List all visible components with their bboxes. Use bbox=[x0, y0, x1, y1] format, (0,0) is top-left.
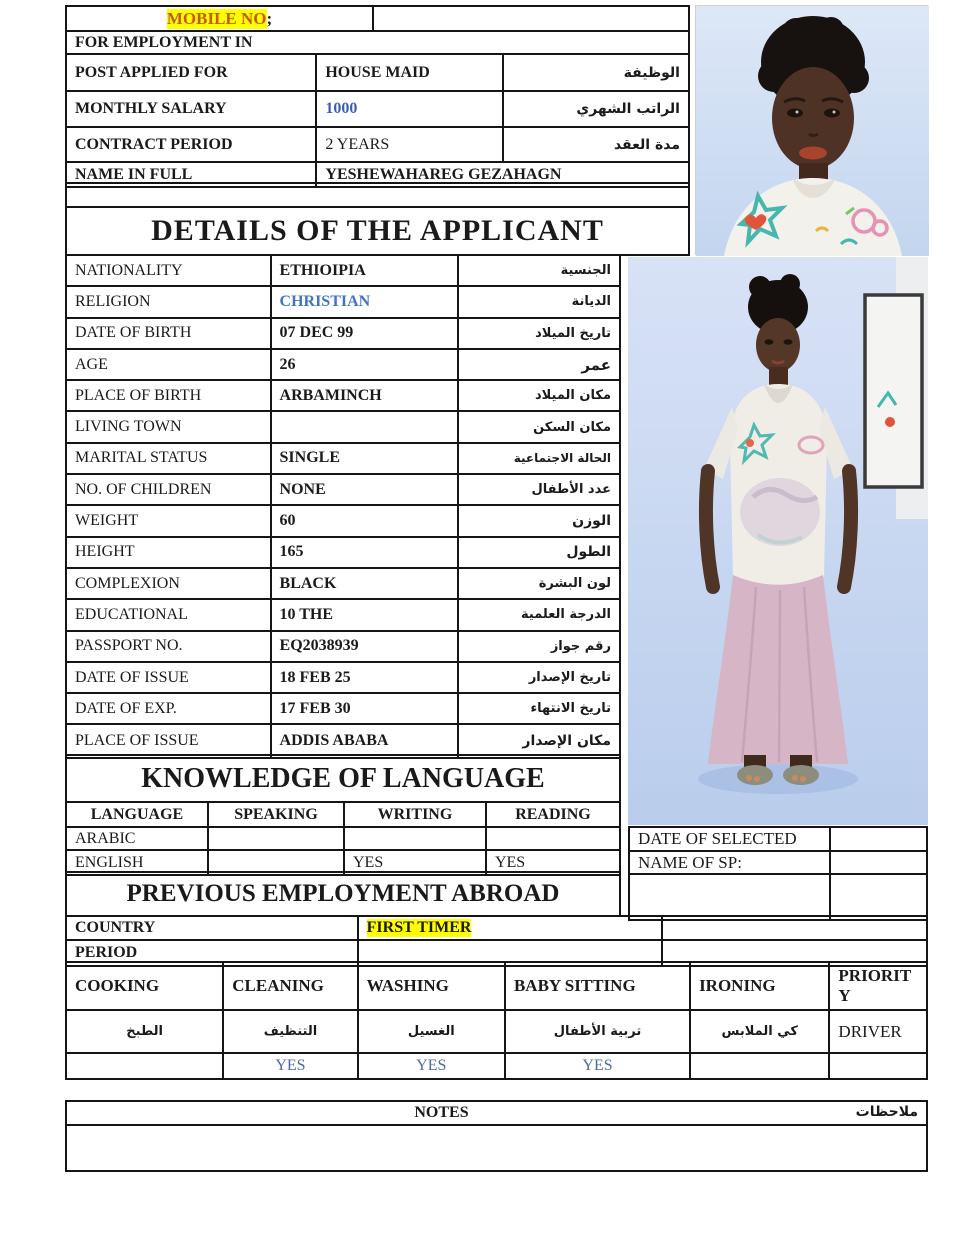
applicant-full-body-photo bbox=[628, 257, 928, 825]
skills-header-row bbox=[67, 963, 926, 1011]
column-header: LANGUAGE bbox=[67, 803, 209, 826]
writing-value bbox=[345, 828, 487, 849]
field-label: NATIONALITY bbox=[67, 256, 272, 285]
skill-answer: YES bbox=[224, 1054, 358, 1078]
notes-section bbox=[65, 1100, 928, 1172]
first-timer-highlight: FIRST TIMER bbox=[366, 919, 472, 936]
field-label-arabic: الدرجة العلمية bbox=[521, 607, 611, 623]
post-applied-row bbox=[67, 55, 688, 92]
field-label-arabic: الديانة bbox=[571, 294, 611, 310]
language-table bbox=[65, 801, 621, 876]
skills-yes-row bbox=[67, 1054, 926, 1078]
language-header-row bbox=[67, 803, 619, 828]
reading-value bbox=[487, 828, 619, 849]
field-label-arabic: الطول bbox=[566, 544, 611, 561]
details-row bbox=[67, 381, 619, 412]
field-value bbox=[831, 828, 926, 850]
field-label-arabic: مكان الميلاد bbox=[534, 388, 611, 404]
field-value: 17 FEB 30 bbox=[272, 694, 460, 723]
field-label: WEIGHT bbox=[67, 506, 272, 535]
header-table bbox=[65, 5, 690, 188]
column-header: BABY SITTING bbox=[506, 963, 691, 1009]
field-value: ETHIOIPIA bbox=[272, 256, 460, 285]
empty-row bbox=[630, 875, 926, 919]
field-label: PERIOD bbox=[67, 941, 359, 965]
name-of-sp-row bbox=[630, 852, 926, 875]
field-extra bbox=[663, 917, 926, 939]
details-title-row bbox=[67, 208, 688, 254]
salary-row bbox=[67, 92, 688, 128]
notes-content-row bbox=[67, 1126, 926, 1170]
column-header: WRITING bbox=[345, 803, 487, 826]
mobile-no-label: MOBILE NO bbox=[166, 8, 267, 28]
field-value bbox=[831, 852, 926, 873]
skill-arabic: كي الملابس bbox=[691, 1011, 830, 1052]
details-row bbox=[67, 444, 619, 475]
field-label-arabic: الراتب الشهري bbox=[576, 101, 680, 117]
details-row bbox=[67, 632, 619, 663]
field-label: DATE OF BIRTH bbox=[67, 319, 272, 348]
details-row bbox=[67, 569, 619, 600]
field-label-arabic: عدد الأطفال bbox=[531, 482, 611, 498]
field-label: CONTRACT PERIOD bbox=[67, 128, 317, 161]
field-label: MARITAL STATUS bbox=[67, 444, 272, 473]
field-label: NAME OF SP: bbox=[630, 852, 831, 873]
field-value: 165 bbox=[272, 538, 460, 567]
column-header: CLEANING bbox=[224, 963, 358, 1009]
field-label-arabic: الجنسية bbox=[560, 263, 611, 279]
field-label: AGE bbox=[67, 350, 272, 379]
field-label: LIVING TOWN bbox=[67, 412, 272, 441]
field-label: MONTHLY SALARY bbox=[67, 92, 317, 126]
field-label-arabic: الحالة الاجتماعية bbox=[513, 451, 611, 466]
mobile-no-value bbox=[374, 7, 688, 30]
field-label-arabic: تاريخ الميلاد bbox=[535, 325, 611, 341]
field-label: NO. OF CHILDREN bbox=[67, 475, 272, 504]
field-value: 07 DEC 99 bbox=[272, 319, 460, 348]
field-value: SINGLE bbox=[272, 444, 460, 473]
field-label-arabic: لون البشرة bbox=[538, 576, 611, 592]
details-row bbox=[67, 287, 619, 318]
details-table bbox=[65, 254, 621, 759]
language-title: KNOWLEDGE OF LANGUAGE bbox=[65, 754, 621, 803]
field-value: EQ2038939 bbox=[272, 632, 460, 661]
driver-label: DRIVER bbox=[838, 1021, 902, 1041]
mobile-row bbox=[67, 7, 688, 32]
field-label: PASSPORT NO. bbox=[67, 632, 272, 661]
language-name: ENGLISH bbox=[67, 851, 209, 874]
field-label-arabic: مكان السكن bbox=[533, 419, 611, 435]
details-row bbox=[67, 506, 619, 537]
field-value: 26 bbox=[272, 350, 460, 379]
field-label-arabic: مدة العقد bbox=[613, 136, 680, 153]
notes-title-arabic: ملاحظات bbox=[855, 1104, 918, 1120]
skill-answer bbox=[67, 1054, 224, 1078]
field-label: HEIGHT bbox=[67, 538, 272, 567]
skill-arabic: تربية الأطفال bbox=[506, 1011, 691, 1052]
details-row bbox=[67, 725, 619, 756]
field-value: CHRISTIAN bbox=[272, 287, 460, 316]
field-label-arabic: تاريخ الإصدار bbox=[528, 670, 611, 685]
skill-arabic: الطبخ bbox=[67, 1011, 224, 1052]
selection-table bbox=[628, 826, 928, 921]
skill-answer: YES bbox=[359, 1054, 506, 1078]
details-row bbox=[67, 600, 619, 631]
notes-title: NOTES bbox=[414, 1104, 469, 1121]
mobile-no-cell bbox=[67, 7, 374, 30]
speaking-value bbox=[209, 828, 345, 849]
field-value: 18 FEB 25 bbox=[272, 663, 460, 692]
employment-in-row bbox=[67, 32, 688, 55]
field-value: 2 YEARS bbox=[317, 128, 504, 161]
details-row bbox=[67, 475, 619, 506]
column-header: SPEAKING bbox=[209, 803, 345, 826]
field-label: POST APPLIED FOR bbox=[67, 55, 317, 90]
details-row bbox=[67, 319, 619, 350]
details-row bbox=[67, 663, 619, 694]
field-value: 1000 bbox=[317, 92, 504, 126]
field-label-arabic: رقم جواز bbox=[550, 638, 611, 654]
writing-value: YES bbox=[345, 851, 487, 874]
empty-row bbox=[67, 184, 688, 208]
field-value: BLACK bbox=[272, 569, 460, 598]
notes-content bbox=[67, 1126, 926, 1170]
field-label: EDUCATIONAL bbox=[67, 600, 272, 629]
previous-employment-title: PREVIOUS EMPLOYMENT ABROAD bbox=[65, 871, 621, 917]
field-value: NONE bbox=[272, 475, 460, 504]
details-row bbox=[67, 412, 619, 443]
details-row bbox=[67, 694, 619, 725]
column-header: READING bbox=[515, 805, 591, 823]
field-label-arabic: تاريخ الانتهاء bbox=[530, 701, 611, 717]
field-label: PLACE OF BIRTH bbox=[67, 381, 272, 410]
applicant-headshot-photo bbox=[695, 5, 928, 255]
field-label: DATE OF ISSUE bbox=[67, 663, 272, 692]
field-value bbox=[359, 917, 664, 939]
field-value: HOUSE MAID bbox=[317, 55, 504, 90]
reading-value: YES bbox=[494, 853, 526, 871]
mobile-no-suffix: ; bbox=[266, 8, 273, 28]
employment-in-label: FOR EMPLOYMENT IN bbox=[75, 33, 253, 51]
column-header: PRIORITY bbox=[838, 966, 912, 1005]
details-row bbox=[67, 538, 619, 569]
field-label: COUNTRY bbox=[67, 917, 359, 939]
details-row bbox=[67, 256, 619, 287]
field-label: DATE OF SELECTED bbox=[630, 828, 831, 850]
column-header: COOKING bbox=[67, 963, 224, 1009]
field-value: ADDIS ABABA bbox=[272, 725, 460, 756]
language-row-arabic bbox=[67, 828, 619, 851]
previous-employment-table bbox=[65, 915, 928, 967]
skill-answer bbox=[830, 1054, 926, 1078]
skill-answer bbox=[691, 1054, 830, 1078]
details-row bbox=[67, 350, 619, 381]
field-label-arabic: الوزن bbox=[572, 513, 611, 530]
column-header: WASHING bbox=[359, 963, 506, 1009]
field-value: 10 THE bbox=[272, 600, 460, 629]
field-label-arabic: عمر bbox=[581, 355, 611, 374]
field-value: 60 bbox=[272, 506, 460, 535]
language-name: ARABIC bbox=[67, 828, 209, 849]
skills-table bbox=[65, 961, 928, 1080]
notes-header-row bbox=[67, 1102, 926, 1126]
details-title: DETAILS OF THE APPLICANT bbox=[151, 214, 604, 247]
date-of-selected-row bbox=[630, 828, 926, 852]
field-label-arabic: مكان الإصدار bbox=[522, 733, 611, 750]
skills-arabic-row bbox=[67, 1011, 926, 1054]
field-label: PLACE OF ISSUE bbox=[67, 725, 272, 756]
field-value: YESHEWAHAREG GEZAHAGN bbox=[325, 165, 562, 183]
column-header: IRONING bbox=[691, 963, 830, 1009]
field-label: RELIGION bbox=[67, 287, 272, 316]
field-label: NAME IN FULL bbox=[67, 163, 317, 186]
field-label: DATE OF EXP. bbox=[67, 694, 272, 723]
field-label: COMPLEXION bbox=[67, 569, 272, 598]
field-value: ARBAMINCH bbox=[272, 381, 460, 410]
skill-arabic: الغسيل bbox=[359, 1011, 506, 1052]
contract-row bbox=[67, 128, 688, 163]
skill-answer: YES bbox=[506, 1054, 691, 1078]
details-title-block bbox=[65, 182, 690, 256]
field-value bbox=[272, 412, 460, 441]
field-label-arabic: الوظيفة bbox=[623, 64, 680, 81]
skill-arabic: التنظيف bbox=[224, 1011, 358, 1052]
country-row bbox=[67, 917, 926, 941]
